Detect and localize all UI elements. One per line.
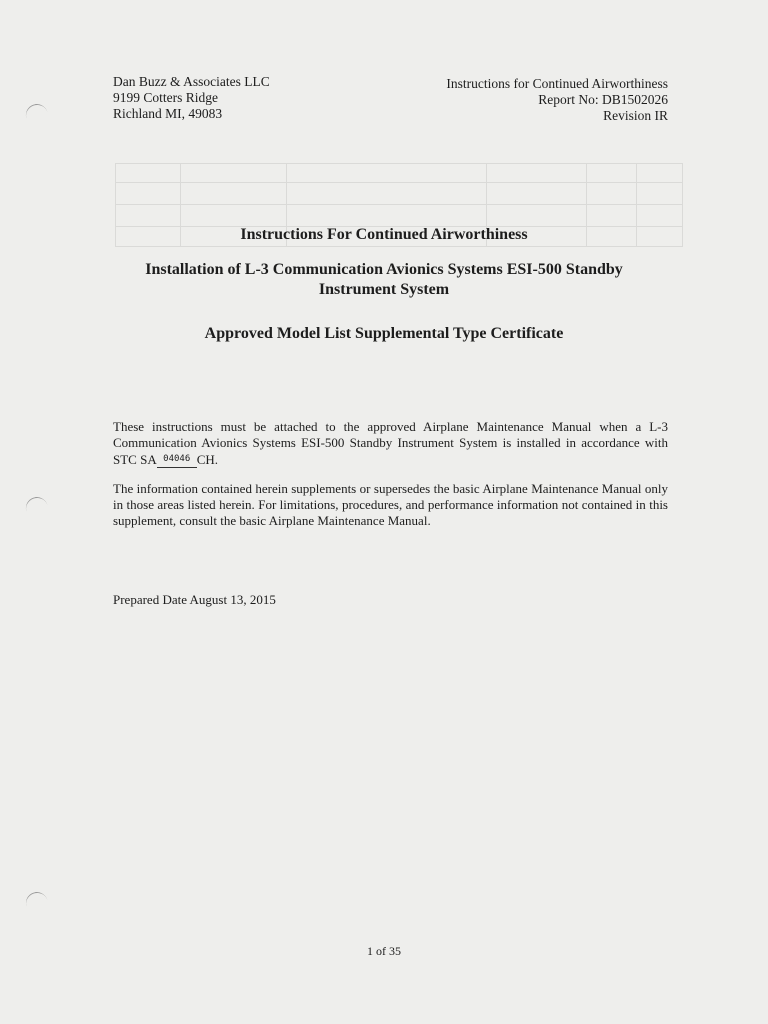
main-title: Instructions For Continued Airworthiness bbox=[240, 226, 528, 243]
supplement-paragraph: The information contained herein supplements or supersedes the basic Airplane Maintenance Manual only in those areas listed herein. For limitations, procedures, and performance information not contained in this supplement, consult the basic Airplane Maintenance Manual. bbox=[113, 481, 668, 528]
punch-hole-mark bbox=[23, 101, 51, 130]
stc-number: 04046 bbox=[157, 451, 197, 468]
attachment-paragraph bbox=[113, 419, 668, 468]
doc-type: Instructions for Continued Airworthiness bbox=[446, 76, 668, 91]
prepared-date: Prepared Date August 13, 2015 bbox=[113, 592, 276, 607]
company-name: Dan Buzz & Associates LLC bbox=[113, 74, 270, 89]
certificate-title: Approved Model List Supplemental Type Certificate bbox=[204, 325, 564, 342]
company-city: Richland MI, 49083 bbox=[113, 106, 223, 121]
stc-suffix: CH. bbox=[196, 452, 219, 467]
punch-hole-mark bbox=[23, 889, 51, 918]
page-number: 1 of 35 bbox=[367, 944, 401, 958]
punch-hole-mark bbox=[23, 494, 51, 523]
report-number: Report No: DB1502026 bbox=[538, 92, 668, 107]
company-address bbox=[113, 74, 270, 122]
subtitle-line1: Installation of L-3 Communication Avionics Systems ESI-500 Standby bbox=[145, 261, 623, 278]
para1-text: These instructions must be attached to the approved Airplane Maintenance Manual when a L-3 Communication Avionics Systems ESI-500 Standby Instrument System is installed in accordance with bbox=[113, 419, 668, 450]
company-street: 9199 Cotters Ridge bbox=[113, 90, 218, 105]
subtitle bbox=[0, 260, 768, 300]
subtitle-line2: Instrument System bbox=[318, 281, 450, 298]
revision: Revision IR bbox=[603, 108, 668, 123]
stc-prefix: STC SA bbox=[113, 452, 157, 467]
report-info bbox=[446, 76, 668, 124]
